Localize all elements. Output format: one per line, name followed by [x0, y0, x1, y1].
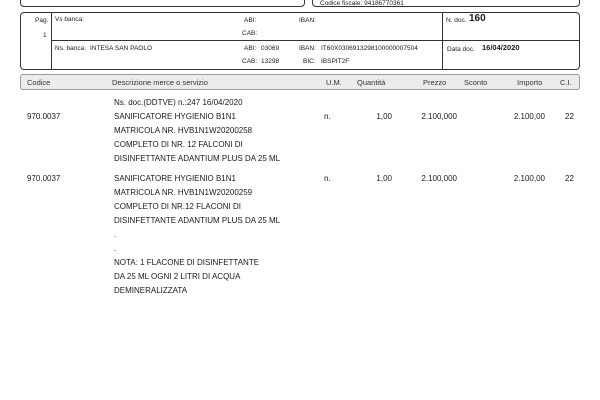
row-ci: 22 — [565, 112, 574, 121]
row-desc-line: MATRICOLA NR. HVB1N1W20200258 — [114, 126, 253, 135]
table-header — [20, 74, 580, 90]
data-doc-value: 16/04/2020 — [482, 43, 520, 52]
pag-label: Pag. — [35, 17, 49, 24]
ns-iban-label: IBAN: — [299, 45, 316, 52]
row-importo: 2.100,00 — [513, 112, 545, 121]
row-desc-line: MATRICOLA NR. HVB1N1W20200259 — [114, 188, 253, 197]
note-line: DA 25 ML OGNI 2 LITRI DI ACQUA — [114, 272, 241, 281]
vs-abi-label: ABI: — [244, 17, 257, 24]
ns-abi-value: 03069 — [261, 45, 280, 52]
vs-iban-label: IBAN: — [299, 17, 316, 24]
col-quantita: Quantità — [357, 78, 386, 87]
row-prezzo: 2.100,000 — [421, 174, 457, 183]
col-descrizione: Descrizione merce o servizio — [112, 78, 208, 87]
data-doc-label: Data doc. — [447, 46, 475, 53]
row-desc-line: DISINFETTANTE ADANTIUM PLUS DA 25 ML — [114, 216, 281, 225]
col-um: U.M. — [326, 78, 342, 87]
row-prezzo: 2.100,000 — [421, 112, 457, 121]
row-codice: 970.0037 — [27, 112, 61, 121]
col-codice: Codice — [27, 78, 51, 87]
ddt-reference: Ns. doc.(DDTVE) n.:247 16/04/2020 — [114, 98, 243, 107]
ns-cab-label: CAB: — [242, 58, 258, 65]
pag-value: 1 — [43, 32, 47, 39]
note-line: . — [114, 244, 117, 253]
top-left-box-fragment — [20, 0, 305, 7]
ns-cab-value: 13298 — [261, 58, 280, 65]
codice-fiscale-value: 94186770361 — [364, 0, 404, 7]
row-ci: 22 — [565, 174, 574, 183]
note-line: DEMINERALIZZATA — [114, 286, 188, 295]
col-importo: Importo — [517, 78, 543, 87]
row-um: n. — [324, 174, 331, 183]
table-row — [0, 110, 600, 166]
row-codice: 970.0037 — [27, 174, 61, 183]
ndoc-value: 160 — [469, 13, 486, 24]
col-prezzo: Prezzo — [423, 78, 447, 87]
bic-label: BIC: — [303, 58, 316, 65]
col-ci: C.I. — [560, 78, 572, 87]
codice-fiscale-box — [312, 0, 580, 7]
ns-abi-label: ABI: — [244, 45, 257, 52]
table-row — [0, 172, 600, 228]
row-desc-line: COMPLETO DI NR. 12 FALCONI DI — [114, 140, 243, 149]
vs-cab-label: CAB: — [242, 30, 258, 37]
row-um: n. — [324, 112, 331, 121]
ndoc-label: N. doc. — [446, 17, 467, 24]
row-importo: 2.100,00 — [513, 174, 545, 183]
bank-info-block — [20, 12, 580, 70]
note-line: . — [114, 230, 117, 239]
row-desc-line: DISINFETTANTE ADANTIUM PLUS DA 25 ML — [114, 154, 281, 163]
note-block — [114, 228, 259, 298]
ns-iban-value: IT60X0306913298100000007504 — [321, 45, 418, 52]
col-sconto: Sconto — [464, 78, 488, 87]
row-desc-line: SANIFICATORE HYGIENIO B1N1 — [114, 174, 236, 183]
codice-fiscale-label: Codice fiscale: — [320, 0, 363, 7]
bic-value: IBSPIT2F — [321, 58, 350, 65]
note-line: NOTA: 1 FLACONE DI DISINFETTANTE — [114, 258, 260, 267]
ns-banca-value: INTESA SAN PAOLO — [90, 45, 153, 52]
vs-banca-label: Vs banca: — [55, 16, 84, 23]
row-desc-line: SANIFICATORE HYGIENIO B1N1 — [114, 112, 236, 121]
row-quantita: 1,00 — [376, 174, 392, 183]
ns-banca-label: Ns. banca: — [55, 45, 87, 52]
row-desc-line: COMPLETO DI NR.12 FLACONI DI — [114, 202, 241, 211]
row-quantita: 1,00 — [376, 112, 392, 121]
